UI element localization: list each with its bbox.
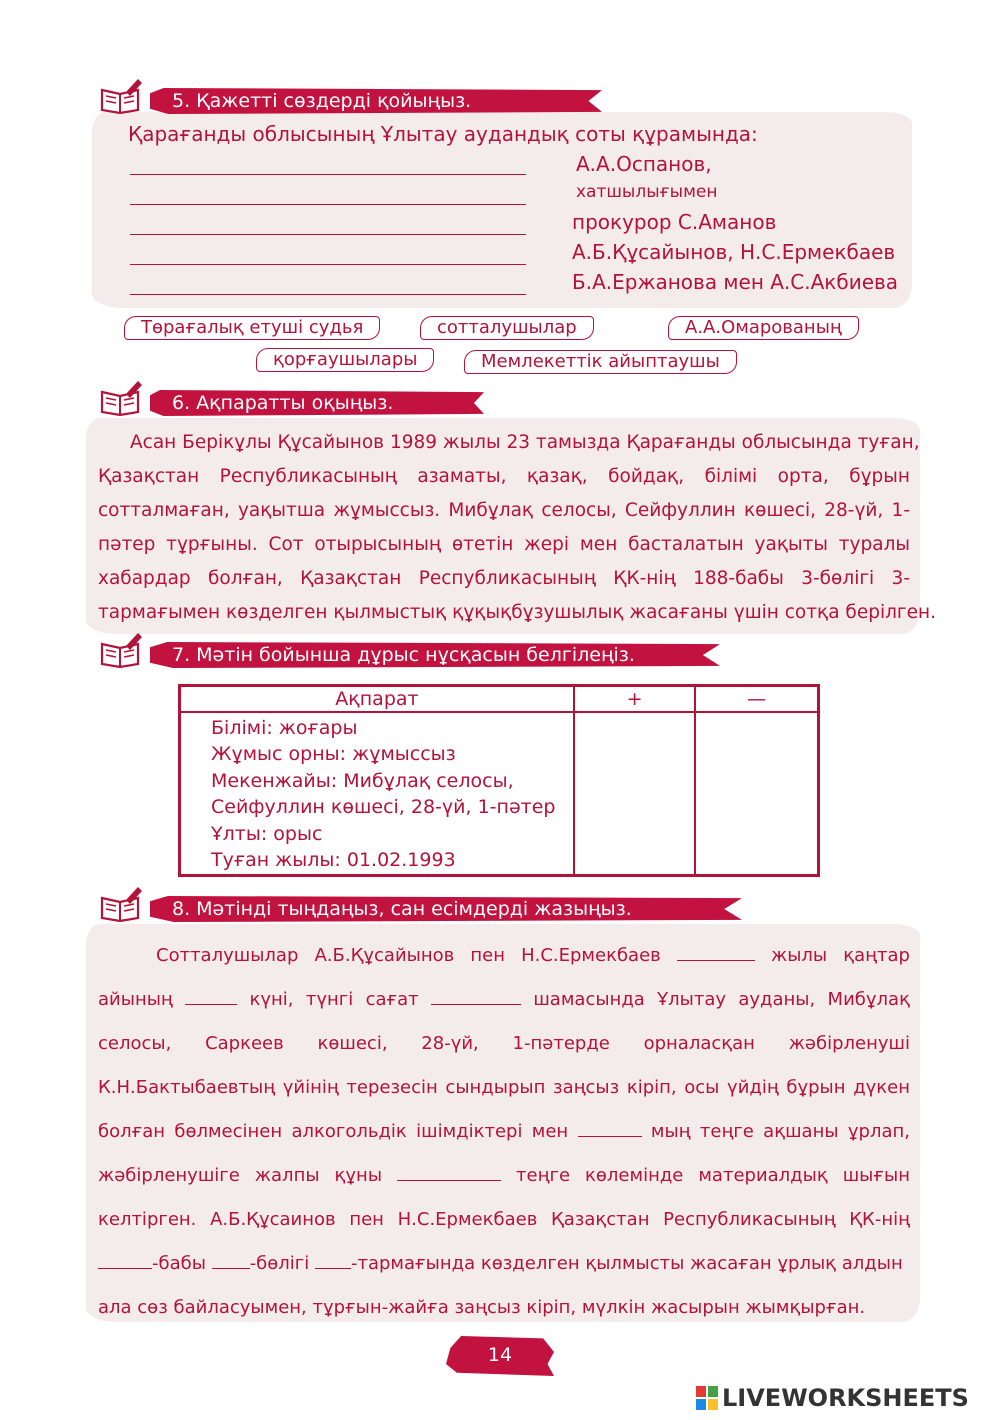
text-line: келтірген. А.Б.Құсаинов пен Н.С.Ермекбаев Қазақстан Республикасының ҚК-нің bbox=[98, 1209, 910, 1230]
text-line: хабардар болған, Қазақстан Республикасының ҚК-нің 188-бабы 3-бөлігі 3- bbox=[98, 568, 910, 589]
text-line: Қазақстан Республикасының азаматы, қазақ, бойдақ, білімі орта, бұрын bbox=[98, 466, 910, 487]
book-pencil-icon bbox=[100, 886, 144, 922]
info-item: Жұмыс орны: жұмыссыз bbox=[211, 743, 456, 765]
text-segment: болған бөлмесінен алкогольдік ішімдіктері мен bbox=[98, 1121, 569, 1142]
text-segment: жылы қаңтар bbox=[770, 945, 910, 966]
info-item: Мекенжайы: Мибұлақ селосы, bbox=[211, 769, 514, 792]
text-segment: айының bbox=[98, 989, 173, 1010]
section6-text bbox=[98, 426, 936, 630]
word-tag-prosecutor[interactable]: Мемлекеттік айыптаушы bbox=[464, 350, 737, 374]
watermark-text: LIVEWORKSHEETS bbox=[722, 1384, 969, 1412]
damage-blank[interactable] bbox=[397, 1163, 501, 1181]
section5-intro: Қарағанды облысының Ұлытау аудандық соты құрамында: bbox=[128, 122, 758, 146]
text-segment: -тармағында көзделген қылмысты жасаған ұрлық алдын bbox=[351, 1253, 903, 1274]
court-member-1: А.А.Оспанов, bbox=[576, 152, 712, 176]
page-number: 14 bbox=[487, 1344, 513, 1366]
liveworksheets-logo-icon bbox=[696, 1386, 718, 1410]
text-line: сотталмаған, уақытша жұмыссыз. Мибұлақ селосы, Сейфуллин көшесі, 28-үй, 1- bbox=[98, 500, 910, 521]
book-pencil-icon bbox=[100, 380, 144, 416]
hour-blank[interactable] bbox=[431, 987, 521, 1005]
court-member-3: прокурор С.Аманов bbox=[572, 210, 777, 234]
info-list bbox=[180, 712, 574, 876]
money-blank[interactable] bbox=[578, 1119, 642, 1137]
text-line bbox=[98, 934, 910, 978]
article-blank[interactable] bbox=[98, 1251, 152, 1269]
word-tag-presiding-judge[interactable]: Төрағалық етуші судья bbox=[124, 316, 380, 340]
answer-blank[interactable] bbox=[130, 234, 526, 235]
column-header-plus: + bbox=[574, 686, 695, 712]
year-blank[interactable] bbox=[677, 943, 755, 961]
text-line bbox=[98, 1110, 910, 1154]
minus-answer-cell[interactable] bbox=[695, 712, 818, 876]
text-line: тармағымен көзделген қылмыстық құқықбұзушылық жасағаны үшін сотқа берілген. bbox=[98, 602, 936, 623]
text-line: Асан Берікұлы Құсайынов 1989 жылы 23 тамызда Қарағанды облысында туған, bbox=[130, 432, 920, 453]
text-line: пәтер тұрғыны. Сот отырысының өтетін жері мен басталатын уақыты туралы bbox=[98, 534, 910, 555]
table-header-row bbox=[180, 686, 819, 712]
paragraph-blank[interactable] bbox=[315, 1251, 351, 1269]
column-header-minus: — bbox=[695, 686, 818, 712]
text-segment: мың теңге ақшаны ұрлап, bbox=[650, 1121, 910, 1142]
section6-title: 6. Ақпаратты оқыңыз. bbox=[172, 392, 394, 414]
day-blank[interactable] bbox=[185, 987, 237, 1005]
text-line: селосы, Саркеев көшесі, 28-үй, 1-пәтерде орналасқан жәбірленуші bbox=[98, 1033, 910, 1054]
section7-title: 7. Мәтін бойынша дұрыс нұсқасын белгілеңіз. bbox=[172, 644, 635, 666]
info-item: Сейфуллин көшесі, 28-үй, 1-пәтер bbox=[211, 796, 556, 818]
text-segment: жәбірленушіге жалпы құны bbox=[98, 1165, 383, 1186]
text-line: ала сөз байласуымен, тұрғын-жайға заңсыз кіріп, мүлкін жасырын жымқырған. bbox=[98, 1297, 866, 1318]
word-tag-defenders[interactable]: қорғаушылары bbox=[256, 348, 434, 372]
section5-title: 5. Қажетті сөздерді қойыңыз. bbox=[172, 90, 472, 112]
text-segment: шамасында Ұлытау ауданы, Мибұлақ bbox=[533, 989, 910, 1010]
court-member-2: хатшылығымен bbox=[576, 182, 718, 202]
part-blank[interactable] bbox=[212, 1251, 250, 1269]
text-line bbox=[98, 1242, 910, 1286]
section8-title: 8. Мәтінді тыңдаңыз, сан есімдерді жазыңыз. bbox=[172, 898, 632, 920]
info-item: Туған жылы: 01.02.1993 bbox=[211, 849, 456, 871]
info-item: Ұлты: орыс bbox=[211, 822, 323, 845]
text-line bbox=[98, 1154, 910, 1198]
text-segment: теңге көлемінде материалдық шығын bbox=[516, 1165, 910, 1186]
text-line: К.Н.Бактыбаевтың үйінің терезесін сындырып заңсыз кіріп, осы үйдің бұрын дүкен bbox=[98, 1077, 910, 1098]
plus-answer-cell[interactable] bbox=[574, 712, 695, 876]
info-item: Білімі: жоғары bbox=[211, 716, 358, 739]
table-row bbox=[180, 712, 819, 876]
answer-blank[interactable] bbox=[130, 264, 526, 265]
answer-blank[interactable] bbox=[130, 204, 526, 205]
court-member-4: А.Б.Құсайынов, Н.С.Ермекбаев bbox=[572, 240, 896, 264]
text-segment: -бабы bbox=[152, 1253, 206, 1274]
text-line bbox=[98, 978, 910, 1022]
answer-blank[interactable] bbox=[130, 294, 526, 295]
book-pencil-icon bbox=[100, 78, 144, 114]
text-segment: күні, түнгі сағат bbox=[249, 989, 419, 1010]
word-tag-defendants[interactable]: сотталушылар bbox=[420, 316, 594, 340]
word-tag-omarova[interactable]: А.А.Омарованың bbox=[668, 316, 859, 340]
answer-blank[interactable] bbox=[130, 174, 526, 175]
section8-text bbox=[98, 934, 910, 1330]
text-segment: -бөлігі bbox=[249, 1253, 310, 1274]
court-member-5: Б.А.Ержанова мен А.С.Акбиева bbox=[572, 270, 899, 294]
column-header-info: Ақпарат bbox=[180, 686, 574, 712]
text-segment: Сотталушылар А.Б.Құсайынов пен Н.С.Ермекбаев bbox=[156, 945, 661, 966]
book-pencil-icon bbox=[100, 632, 144, 668]
info-table bbox=[178, 684, 820, 877]
